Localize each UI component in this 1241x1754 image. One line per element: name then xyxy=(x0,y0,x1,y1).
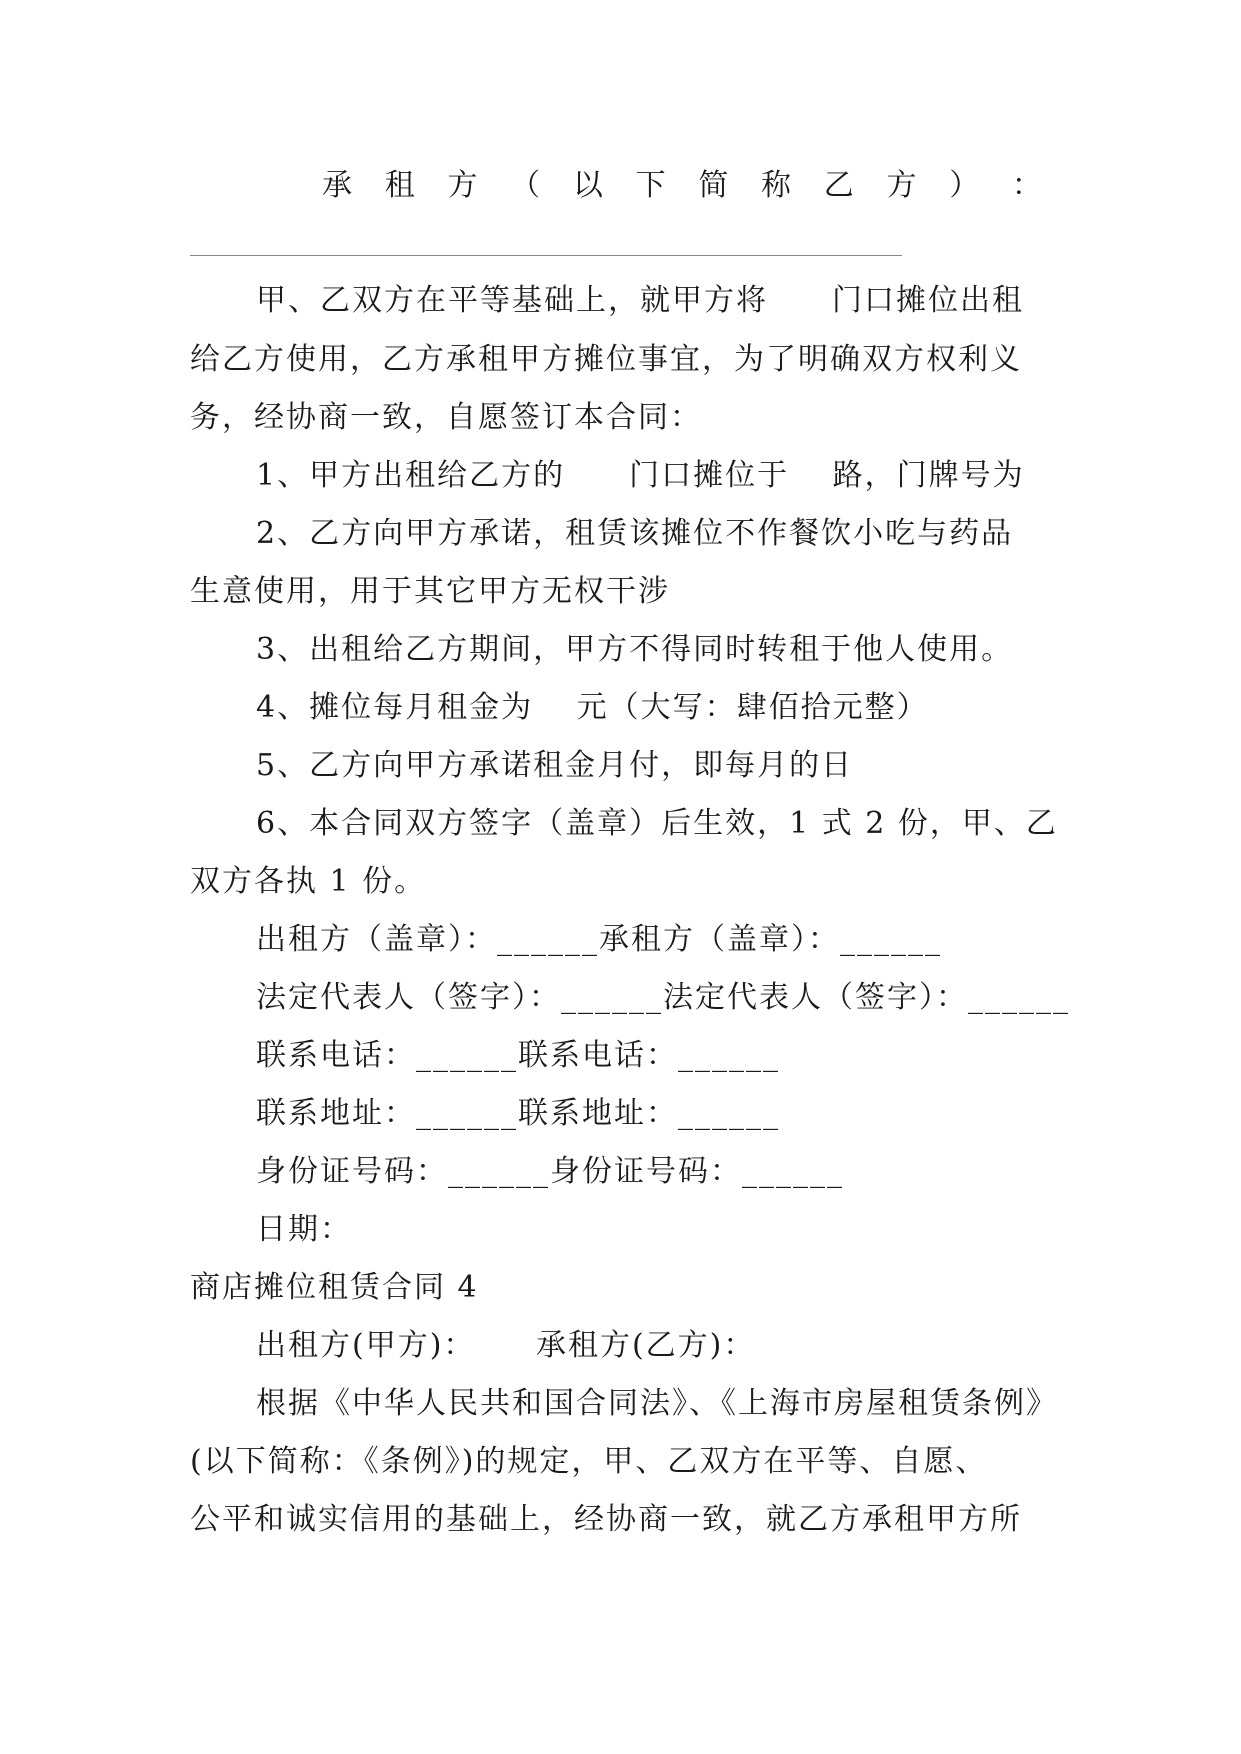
parties-line: 出租方(甲方)： 承租方(乙方)： xyxy=(256,1328,756,1363)
heading-char: ） xyxy=(949,168,980,203)
clause-1: 1、甲方出租给乙方的 门口摊位于 路，门牌号为 xyxy=(256,458,1025,493)
tenant-heading xyxy=(322,166,1042,206)
paragraph-line: 生意使用，用于其它甲方无权干涉 xyxy=(190,574,670,609)
heading-char: 方 xyxy=(886,168,917,203)
clause-3: 3、出租给乙方期间，甲方不得同时转租于他人使用。 xyxy=(256,632,1014,667)
clause-5: 5、乙方向甲方承诺租金月付，即每月的日 xyxy=(256,748,854,783)
paragraph-line: 根据《中华人民共和国合同法》、《上海市房屋租赁条例》 xyxy=(256,1386,1058,1421)
heading-char: 简 xyxy=(698,168,729,203)
signature-line-phone: 联系电话：______联系电话：______ xyxy=(256,1038,780,1073)
paragraph-line: 务，经协商一致，自愿签订本合同： xyxy=(190,400,702,435)
heading-char: （ xyxy=(510,168,541,203)
heading-char: 下 xyxy=(635,168,666,203)
paragraph-line: 公平和诚实信用的基础上，经协商一致，就乙方承租甲方所 xyxy=(190,1502,1022,1537)
signature-line-representative: 法定代表人（签字）：______法定代表人（签字）：______ xyxy=(256,980,1070,1015)
clause-2: 2、乙方向甲方承诺，租赁该摊位不作餐饮小吃与药品 xyxy=(256,516,1014,551)
section-title: 商店摊位租赁合同 4 xyxy=(190,1270,479,1305)
heading-char: 以 xyxy=(572,168,603,203)
fill-in-rule xyxy=(190,255,902,256)
heading-char: 承 xyxy=(322,168,352,203)
heading-char: 乙 xyxy=(823,168,854,203)
signature-line-seal: 出租方（盖章）：______承租方（盖章）：______ xyxy=(256,922,942,957)
paragraph-line: (以下简称：《条例》)的规定，甲、乙双方在平等、自愿、 xyxy=(190,1444,988,1479)
heading-char: 称 xyxy=(761,168,792,203)
clause-6: 6、本合同双方签字（盖章）后生效，1 式 2 份，甲、乙 xyxy=(256,806,1058,841)
clause-4: 4、摊位每月租金为 元（大写：肆佰拾元整） xyxy=(256,690,929,725)
heading-char: ： xyxy=(1011,168,1042,203)
signature-line-date: 日期： xyxy=(256,1212,352,1247)
heading-char: 租 xyxy=(384,168,415,203)
paragraph-line: 双方各执 1 份。 xyxy=(190,864,427,899)
heading-char: 方 xyxy=(447,168,478,203)
signature-line-address: 联系地址：______联系地址：______ xyxy=(256,1096,780,1131)
signature-line-id: 身份证号码：______身份证号码：______ xyxy=(256,1154,844,1189)
paragraph-line: 甲、乙双方在平等基础上，就甲方将 门口摊位出租 xyxy=(256,283,1024,318)
paragraph-line: 给乙方使用，乙方承租甲方摊位事宜，为了明确双方权利义 xyxy=(190,342,1022,377)
